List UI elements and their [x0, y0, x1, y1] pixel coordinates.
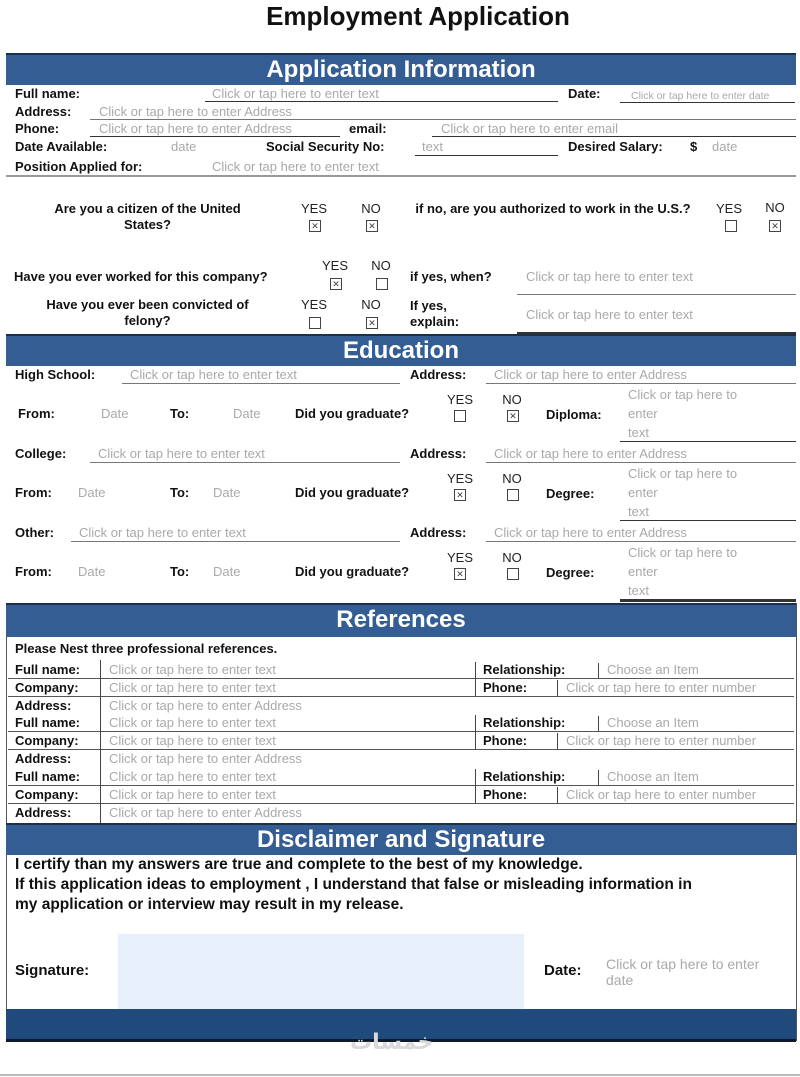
award-field-line3[interactable]: text	[628, 425, 649, 440]
school-address-label: Address:	[410, 525, 467, 540]
school-label: Other:	[15, 525, 54, 540]
felony-yes-checkbox[interactable]	[309, 317, 321, 329]
ref-relationship-select[interactable]: Choose an Item	[607, 662, 699, 677]
school-address-field[interactable]: Click or tap here to enter Address	[494, 367, 687, 382]
graduate-question: Did you graduate?	[295, 406, 410, 421]
page-bottom-rule	[0, 1074, 800, 1076]
citizen-no-label: NO	[361, 201, 381, 216]
full-name-label: Full name:	[15, 86, 81, 101]
ref-relationship-divider	[598, 770, 599, 785]
graduate-yes-label: YES	[446, 550, 473, 565]
school-address-label: Address:	[410, 446, 467, 461]
award-field-line2[interactable]: enter	[628, 406, 658, 421]
from-label: From:	[15, 564, 52, 579]
ref-full-name-field[interactable]: Click or tap here to enter text	[109, 769, 276, 784]
school-address-field[interactable]: Click or tap here to enter Address	[494, 525, 687, 540]
worked-no-checkbox[interactable]	[376, 278, 388, 290]
ref-relationship-divider	[598, 663, 599, 678]
from-date-field[interactable]: Date	[78, 564, 106, 579]
school-address-underline	[486, 462, 796, 463]
graduate-question: Did you graduate?	[295, 564, 410, 579]
award-underline	[620, 441, 796, 442]
full-name-field[interactable]: Click or tap here to enter text	[212, 86, 379, 101]
graduate-yes-label: YES	[446, 471, 473, 486]
award-field-line2[interactable]: enter	[628, 485, 658, 500]
award-field-line2[interactable]: enter	[628, 564, 658, 579]
phone-underline	[90, 136, 340, 137]
award-field-line1[interactable]: Click or tap here to	[628, 466, 738, 481]
graduate-yes-checkbox[interactable]: ✕	[454, 568, 466, 580]
ref-phone-field[interactable]: Click or tap here to enter number	[566, 787, 757, 802]
date-label: Date:	[568, 86, 601, 101]
address-field[interactable]: Click or tap here to enter Address	[99, 104, 292, 119]
worked-when-field[interactable]: Click or tap here to enter text	[526, 269, 693, 284]
graduate-no-label: NO	[502, 550, 522, 565]
ref-address-label: Address:	[15, 805, 72, 820]
authorized-no-label: NO	[765, 200, 785, 215]
ref-company-label: Company:	[15, 787, 79, 802]
ref-address-field[interactable]: Click or tap here to enter Address	[109, 805, 302, 820]
disclaimer-line-2: If this application ideas to employment , I understand that false or misleading information in	[15, 876, 692, 893]
worked-question: Have you ever worked for this company?	[14, 269, 268, 284]
ref-relationship-label: Relationship:	[483, 769, 566, 784]
school-name-underline	[90, 462, 400, 463]
position-label: Position Applied for:	[15, 159, 143, 174]
citizen-yes-checkbox[interactable]: ✕	[309, 220, 321, 232]
signature-label: Signature:	[15, 962, 90, 979]
school-address-field[interactable]: Click or tap here to enter Address	[494, 446, 687, 461]
disclaimer-date-label: Date:	[544, 962, 582, 979]
references-intro: Please Nest three professional references.	[15, 641, 278, 656]
school-address-label: Address:	[410, 367, 467, 382]
ref-relationship-select[interactable]: Choose an Item	[607, 715, 699, 730]
ref-relationship-label: Relationship:	[483, 662, 566, 677]
graduate-yes-checkbox[interactable]	[454, 410, 466, 422]
ref-address-label: Address:	[15, 751, 72, 766]
ssn-underline	[415, 155, 558, 156]
address-label: Address:	[15, 104, 72, 119]
citizen-question: Are you a citizen of the United States?	[54, 201, 241, 232]
ref-column-divider	[475, 715, 476, 750]
position-underline	[6, 175, 796, 177]
position-field[interactable]: Click or tap here to enter text	[212, 159, 379, 174]
ref-full-name-label: Full name:	[15, 662, 81, 677]
salary-currency: $	[690, 139, 698, 154]
page-title: Employment Application	[266, 1, 570, 31]
ref-company-field[interactable]: Click or tap here to enter text	[109, 680, 276, 695]
award-label: Degree:	[546, 565, 595, 580]
ref-company-label: Company:	[15, 680, 79, 695]
from-date-field[interactable]: Date	[101, 406, 129, 421]
to-date-field[interactable]: Date	[213, 564, 241, 579]
graduate-question: Did you graduate?	[295, 485, 410, 500]
worked-when-label: if yes, when?	[410, 269, 492, 284]
felony-explain-label: If yes, explain:	[410, 298, 460, 329]
ref-phone-divider	[557, 787, 558, 804]
award-underline	[620, 520, 796, 521]
ref-row-divider	[8, 696, 794, 697]
ref-relationship-label: Relationship:	[483, 715, 566, 730]
ref-phone-label: Phone:	[483, 787, 528, 802]
citizen-yes-label: YES	[300, 201, 327, 216]
section-header-disclaimer: Disclaimer and Signature	[6, 823, 796, 855]
section-header-references: References	[6, 603, 796, 637]
school-address-underline	[486, 541, 796, 542]
graduate-no-checkbox[interactable]: ✕	[507, 410, 519, 422]
ref-relationship-select[interactable]: Choose an Item	[607, 769, 699, 784]
salary-field[interactable]: date	[712, 139, 738, 154]
to-date-field[interactable]: Date	[233, 406, 261, 421]
felony-explain-field[interactable]: Click or tap here to enter text	[526, 307, 693, 322]
date-underline	[620, 102, 795, 103]
citizen-no-checkbox[interactable]: ✕	[366, 220, 378, 232]
ref-address-label: Address:	[15, 698, 72, 713]
school-label: College:	[15, 446, 67, 461]
ref-phone-field[interactable]: Click or tap here to enter number	[566, 733, 757, 748]
ref-address-field[interactable]: Click or tap here to enter Address	[109, 698, 302, 713]
award-underline	[620, 599, 796, 602]
school-name-field[interactable]: Click or tap here to enter text	[130, 367, 297, 382]
from-label: From:	[18, 406, 55, 421]
disclaimer-line-3: my application or interview may result in my release.	[15, 896, 404, 913]
email-field[interactable]: Click or tap here to enter email	[441, 121, 619, 136]
ref-phone-label: Phone:	[483, 680, 528, 695]
ref-phone-field[interactable]: Click or tap here to enter number	[566, 680, 757, 695]
ref-row-divider	[8, 731, 794, 732]
date-field[interactable]: Click or tap here to enter date	[631, 90, 770, 102]
authorized-no-checkbox[interactable]: ✕	[769, 220, 781, 232]
ref-phone-divider	[557, 680, 558, 697]
from-date-field[interactable]: Date	[78, 485, 106, 500]
worked-yes-checkbox[interactable]: ✕	[330, 278, 342, 290]
graduate-no-label: NO	[502, 471, 522, 486]
ref-full-name-label: Full name:	[15, 715, 81, 730]
award-field-line1[interactable]: Click or tap here to	[628, 387, 738, 402]
ref-row-divider	[8, 785, 794, 786]
worked-yes-label: YES	[321, 258, 348, 273]
disclaimer-date-ph-line1: Click or tap here to enter	[606, 956, 760, 972]
ref-relationship-divider	[598, 716, 599, 731]
graduate-yes-checkbox[interactable]: ✕	[454, 489, 466, 501]
school-name-field[interactable]: Click or tap here to enter text	[79, 525, 246, 540]
ssn-label: Social Security No:	[266, 139, 385, 154]
worked-no-label: NO	[371, 258, 391, 273]
school-name-field[interactable]: Click or tap here to enter text	[98, 446, 265, 461]
felony-no-label: NO	[361, 297, 381, 312]
disclaimer-date-ph-line2: date	[606, 972, 634, 988]
authorized-yes-label: YES	[715, 201, 742, 216]
ref-row-divider	[8, 678, 794, 679]
graduate-no-checkbox[interactable]	[507, 489, 519, 501]
ref-full-name-field[interactable]: Click or tap here to enter text	[109, 715, 276, 730]
ref-address-field[interactable]: Click or tap here to enter Address	[109, 751, 302, 766]
date-available-label: Date Available:	[15, 139, 108, 154]
to-label: To:	[170, 485, 190, 500]
to-label: To:	[170, 564, 190, 579]
full-name-underline	[205, 101, 558, 102]
ref-row-divider	[8, 749, 794, 750]
ref-full-name-label: Full name:	[15, 769, 81, 784]
watermark: خمسات	[350, 1030, 434, 1055]
disclaimer-date-field[interactable]	[606, 956, 759, 988]
ref-row-divider	[8, 803, 794, 804]
award-field-line3[interactable]: text	[628, 583, 649, 598]
ref-company-field[interactable]: Click or tap here to enter text	[109, 787, 276, 802]
phone-field[interactable]: Click or tap here to enter Address	[99, 121, 292, 136]
worked-when-underline	[517, 294, 796, 295]
email-label: email:	[349, 121, 387, 136]
section-header-education: Education	[6, 334, 796, 366]
address-underline	[90, 119, 796, 120]
felony-yes-label: YES	[300, 297, 327, 312]
award-label: Diploma:	[546, 407, 602, 422]
disclaimer-line-1: I certify than my answers are true and complete to the best of my knowledge.	[15, 856, 583, 873]
school-address-underline	[486, 383, 796, 384]
ref-phone-divider	[557, 733, 558, 750]
email-underline	[432, 136, 796, 137]
salary-label: Desired Salary:	[568, 139, 663, 154]
award-field-line3[interactable]: text	[628, 504, 649, 519]
award-field-line1[interactable]: Click or tap here to	[628, 545, 738, 560]
phone-label: Phone:	[15, 121, 60, 136]
school-name-underline	[122, 383, 400, 384]
from-label: From:	[15, 485, 52, 500]
graduate-no-checkbox[interactable]	[507, 568, 519, 580]
authorized-yes-checkbox[interactable]	[725, 220, 737, 232]
to-date-field[interactable]: Date	[213, 485, 241, 500]
ref-company-field[interactable]: Click or tap here to enter text	[109, 733, 276, 748]
felony-no-checkbox[interactable]: ✕	[366, 317, 378, 329]
signature-field[interactable]	[118, 934, 524, 1010]
ref-phone-label: Phone:	[483, 733, 528, 748]
felony-question: Have you ever been convicted of felony?	[46, 297, 249, 328]
ref-column-divider	[475, 662, 476, 697]
ref-company-label: Company:	[15, 733, 79, 748]
school-name-underline	[71, 541, 400, 542]
ref-label-column-divider	[100, 660, 101, 824]
to-label: To:	[170, 406, 190, 421]
ref-full-name-field[interactable]: Click or tap here to enter text	[109, 662, 276, 677]
section-header-application: Application Information	[6, 53, 796, 85]
ref-column-divider	[475, 769, 476, 804]
award-label: Degree:	[546, 486, 595, 501]
graduate-yes-label: YES	[446, 392, 473, 407]
school-label: High School:	[15, 367, 96, 382]
graduate-no-label: NO	[502, 392, 522, 407]
date-available-field[interactable]: date	[171, 139, 197, 154]
ssn-field[interactable]: text	[422, 139, 443, 154]
authorized-question: if no, are you authorized to work in the U.S.?	[415, 201, 691, 216]
